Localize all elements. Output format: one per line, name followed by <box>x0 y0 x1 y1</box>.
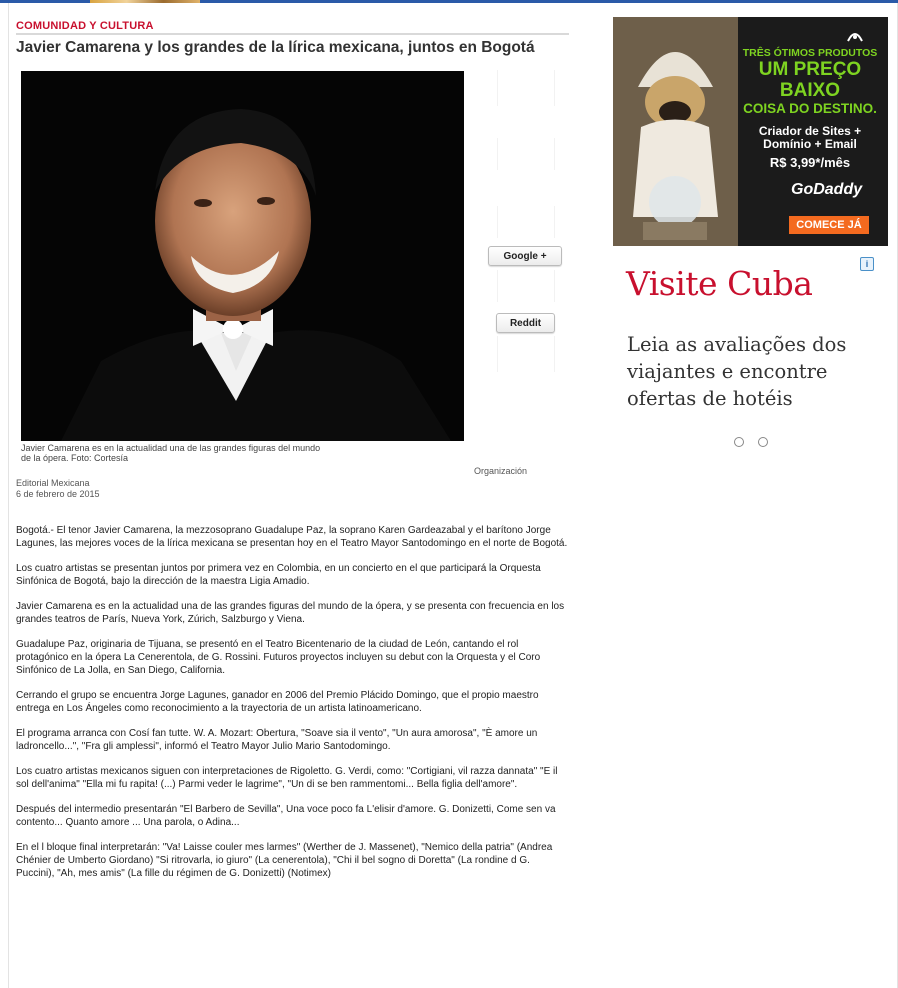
ad-text-block <box>735 47 885 170</box>
pug-fortune-teller-icon <box>613 17 738 246</box>
ad-line-2: UM PREÇO BAIXO <box>758 59 862 101</box>
article-photo <box>21 71 464 441</box>
share-slot <box>497 70 555 106</box>
article-paragraph: El programa arranca con Cosí fan tutte. W. A. Mozart: Obertura, "Soave sia il vento", "Un aura amorosa", "È amore un ladroncello...", "Fra gli amplessi", informó el Teatro Mayor Julio Mario Santodomingo. <box>16 728 538 752</box>
article-body <box>16 524 569 892</box>
godaddy-logo-icon <box>845 25 865 45</box>
article-paragraph: Después del intermedio presentarán "El Barbero de Sevilla", Una voce poco fa L'elisir d'amore. G. Donizetti, Come sen va contento... Quanto amore ... Una parola, o Adina... <box>16 804 556 828</box>
share-slot <box>497 138 555 170</box>
cuba-ad-body[interactable]: Leia as avaliações dos viajantes e encontre ofertas de hotéis <box>627 333 847 410</box>
ad-price: R$ 3,99*/mês <box>769 155 851 170</box>
google-plus-share-button[interactable]: Google + <box>488 246 562 266</box>
article-paragraph: Bogotá.- El tenor Javier Camarena, la mezzosoprano Guadalupe Paz, la soprano Karen Gardeazabal y el barítono Jorge Lagunes, las mejores voces de la lírica mexicana se presentan hoy en el Teatro Mayor Santodomingo en el norte de Bogotá. <box>16 525 568 549</box>
ad-carousel-dot-2[interactable] <box>758 437 768 447</box>
reddit-share-button[interactable]: Reddit <box>496 313 555 333</box>
cuba-ad-title[interactable]: Visite Cuba <box>626 264 813 303</box>
ad-cta-button[interactable]: COMECE JÁ <box>789 216 869 234</box>
article-paragraph: En el l bloque final interpretarán: "Va! Laisse couler mes larmes" (Werther de J. Massenet), "Nemico della patria" (Andrea Chénier de Umberto Giordano) "Si ritrovarla, io giuro" (La cenerentola), "Chi il bel sogno di Doretta" (La rondine d G. Puccini), "Ah, mes amis" (La fille du régimen de G. Donizetti) (Notimex) <box>16 842 553 879</box>
article-paragraph: Los cuatro artistas se presentan juntos por primera vez en Colombia, en un concierto en el que participará la Orquesta Sinfónica de Bogotá, bajo la dirección de la maestra Ligia Amadio. <box>16 563 541 587</box>
article-paragraph: Guadalupe Paz, originaria de Tijuana, se presentó en el Teatro Bicentenario de la ciudad de León, cantando el rol protagónico en la ópera La Cenerentola, de G. Rossini. Futuros proyectos incluyen su debut con la Orquesta y el Coro Sinfónico de La Jolla, en San Diego, California. <box>16 639 541 676</box>
share-slot <box>497 206 555 238</box>
share-slot <box>497 336 555 372</box>
organization-link[interactable]: Organización <box>474 466 528 476</box>
singer-photo-illustration <box>21 71 464 441</box>
ad-line-1: TRÊS ÓTIMOS PRODUTOS <box>742 47 878 59</box>
ad-info-icon[interactable]: i <box>860 257 874 271</box>
share-slot <box>497 270 555 302</box>
ad-brand: GoDaddy <box>791 181 863 198</box>
byline <box>16 478 100 500</box>
ad-line-3: COISA DO DESTINO. <box>743 101 877 116</box>
article-paragraph: Cerrando el grupo se encuentra Jorge Lagunes, ganador en 2006 del Premio Plácido Domingo, que el propio maestro entrega en Los Ángeles como reconocimiento a la trayectoria de un artista latinoamericano. <box>16 690 539 714</box>
byline-date: 6 de febrero de 2015 <box>16 489 100 499</box>
byline-author: Editorial Mexicana <box>16 478 90 488</box>
article-headline: Javier Camarena y los grandes de la lírica mexicana, juntos en Bogotá <box>16 39 535 56</box>
article-paragraph: Javier Camarena es en la actualidad una de las grandes figuras del mundo de la ópera, y se presenta con frecuencia en los grandes teatros de París, Nueva York, Zúrich, Salzburgo y Viena. <box>16 601 565 625</box>
ad-line-4: Criador de Sites + Domínio + Email <box>758 124 862 151</box>
photo-caption: Javier Camarena es en la actualidad una de las grandes figuras del mundo de la ópera. Foto: Cortesía <box>21 443 321 463</box>
ad-pug-image <box>613 17 738 246</box>
section-divider <box>16 33 569 35</box>
article-paragraph: Los cuatro artistas mexicanos siguen con interpretaciones de Rigoletto. G. Verdi, como: "Cortigiani, vil razza dannata" "E il sol dell'anima" "Ella mi fu rapita! (...) Parmi veder le lagrime", "Un di se ben rammentomi... Bella figlia dell'amore". <box>16 766 558 790</box>
ad-carousel-dot-1[interactable] <box>734 437 744 447</box>
section-label[interactable]: COMUNIDAD Y CULTURA <box>16 20 154 32</box>
godaddy-ad-banner[interactable] <box>613 17 888 246</box>
